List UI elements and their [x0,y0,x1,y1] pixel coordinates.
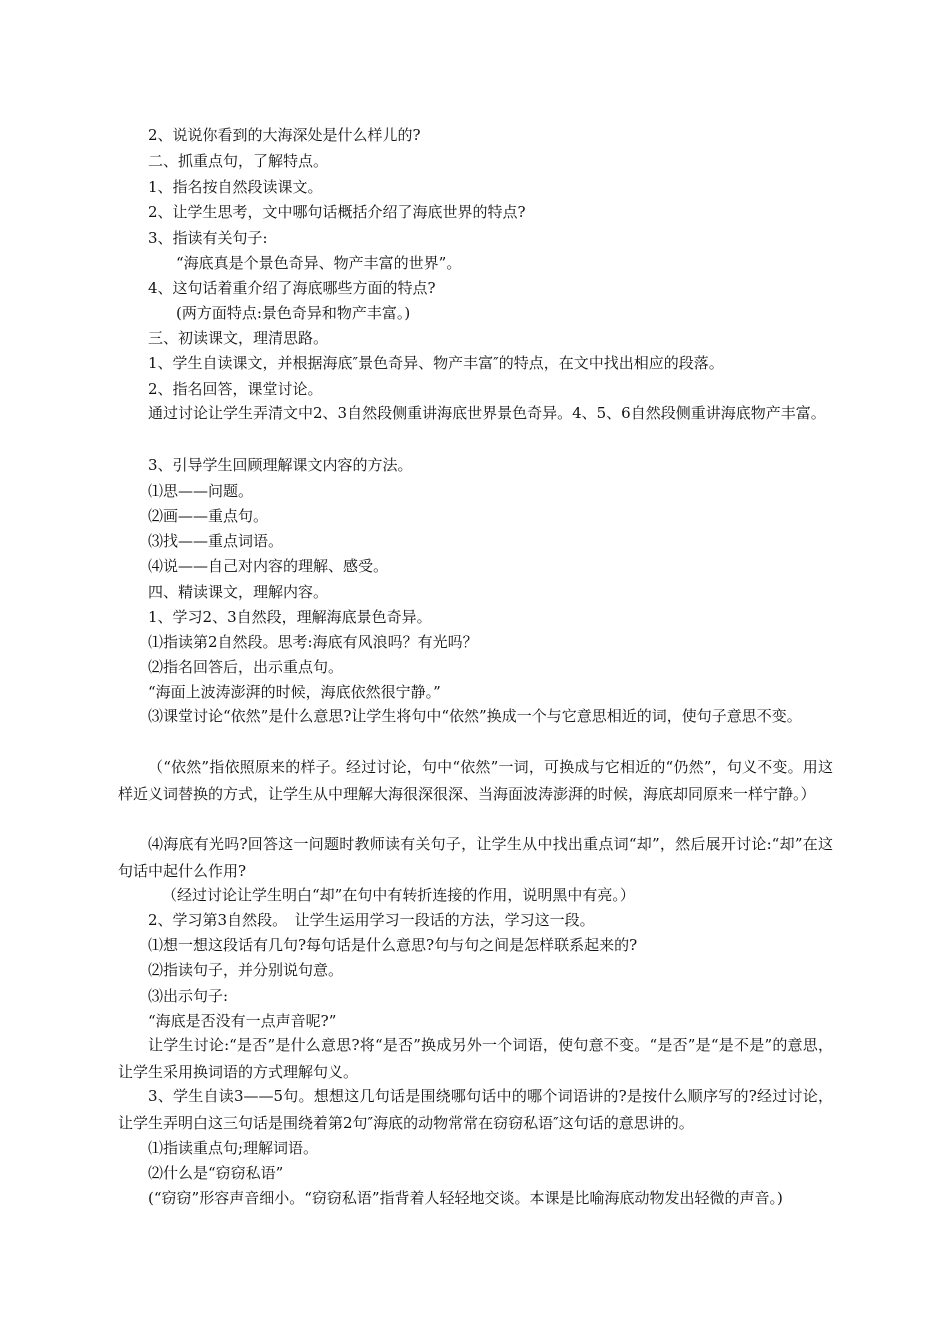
text-line: (两方面特点:景色奇异和物产丰富。) [176,304,411,322]
list-item: ⑴指读第2自然段。思考:海底有风浪吗？有光吗？ [148,633,478,651]
section-heading: 三、初读课文，理清思路。 [148,329,329,347]
quote-line: “海底是否没有一点声音呢?” [148,1012,337,1030]
paragraph: ⑷海底有光吗?回答这一问题时教师读有关句子，让学生从中找出重点词“却”，然后展开讨论:“却”在这句话中起什么作用? [118,835,833,880]
list-item: ⑴指读重点句;理解词语。 [148,1139,319,1157]
text-line: 3、引导学生回顾理解课文内容的方法。 [148,456,413,474]
text-line: 4、这句话着重介绍了海底哪些方面的特点? [148,279,436,297]
text-line: 2、让学生思考，文中哪句话概括介绍了海底世界的特点? [148,203,526,221]
list-item: ⑶找——重点词语。 [148,532,284,550]
text-line: 3、指读有关句子: [148,229,268,247]
paragraph: 通过讨论让学生弄清文中2、3自然段侧重讲海底世界景色奇异。4、5、6自然段侧重讲海底物产丰富。 [148,404,826,422]
list-item: ⑵指读句子，并分别说句意。 [148,961,344,979]
text-line: 2、指名回答，课堂讨论。 [148,380,323,398]
list-item: ⑶出示句子: [148,987,229,1005]
text-line: （经过讨论让学生明白“却”在句中有转折连接的作用，说明黑中有亮。） [162,886,635,904]
list-item: ⑴思——问题。 [148,482,254,500]
quote-line: “海底真是个景色奇异、物产丰富的世界”。 [176,254,462,272]
list-item: ⑵指名回答后，出示重点句。 [148,658,344,676]
paragraph: （“依然”指依照原来的样子。经过讨论，句中“依然”一词，可换成与它相近的“仍然”，句义不变。用这样近义词替换的方式，让学生从中理解大海很深很深、当海面波涛澎湃的时候，海底却同原来一样宁静。） [118,758,833,803]
list-item: ⑴想一想这段话有几句?每句话是什么意思?句与句之间是怎样联系起来的? [148,936,638,954]
text-line: 1、学习2、3自然段，理解海底景色奇异。 [148,608,432,626]
list-item: ⑵画——重点句。 [148,507,269,525]
paragraph: ⑶课堂讨论“依然”是什么意思?让学生将句中“依然”换成一个与它意思相近的词，使句子意思不变。 [148,707,802,725]
text-line: 2、说说你看到的大海深处是什么样儿的? [148,126,421,144]
paragraph: 让学生讨论:“是否”是什么意思?将“是否”换成另外一个词语，使句意不变。“是否”是“是不是”的意思，让学生采用换词语的方式理解句义。 [118,1036,833,1081]
quote-line: “海面上波涛澎湃的时候，海底依然很宁静。” [148,683,441,701]
text-line: 1、学生自读课文，并根据海底″景色奇异、物产丰富″的特点，在文中找出相应的段落。 [148,354,724,372]
list-item: ⑵什么是“窃窃私语” [148,1164,284,1182]
text-line: 2、学习第3自然段。 让学生运用学习一段话的方法，学习这一段。 [148,911,595,929]
section-heading: 四、精读课文，理解内容。 [148,583,329,601]
section-heading: 二、抓重点句，了解特点。 [148,152,329,170]
list-item: ⑷说——自己对内容的理解、感受。 [148,557,389,575]
text-line: 1、指名按自然段读课文。 [148,178,323,196]
paragraph: 3、学生自读3——5句。想想这几句话是围绕哪句话中的哪个词语讲的?是按什么顺序写的?经过讨论，让学生弄明白这三句话是围绕着第2句″海底的动物常常在窃窃私语″这句话的意思讲的。 [118,1087,833,1132]
paragraph: (“窃窃”形容声音细小。“窃窃私语”指背着人轻轻地交谈。本课是比喻海底动物发出轻微的声音。) [148,1189,783,1207]
